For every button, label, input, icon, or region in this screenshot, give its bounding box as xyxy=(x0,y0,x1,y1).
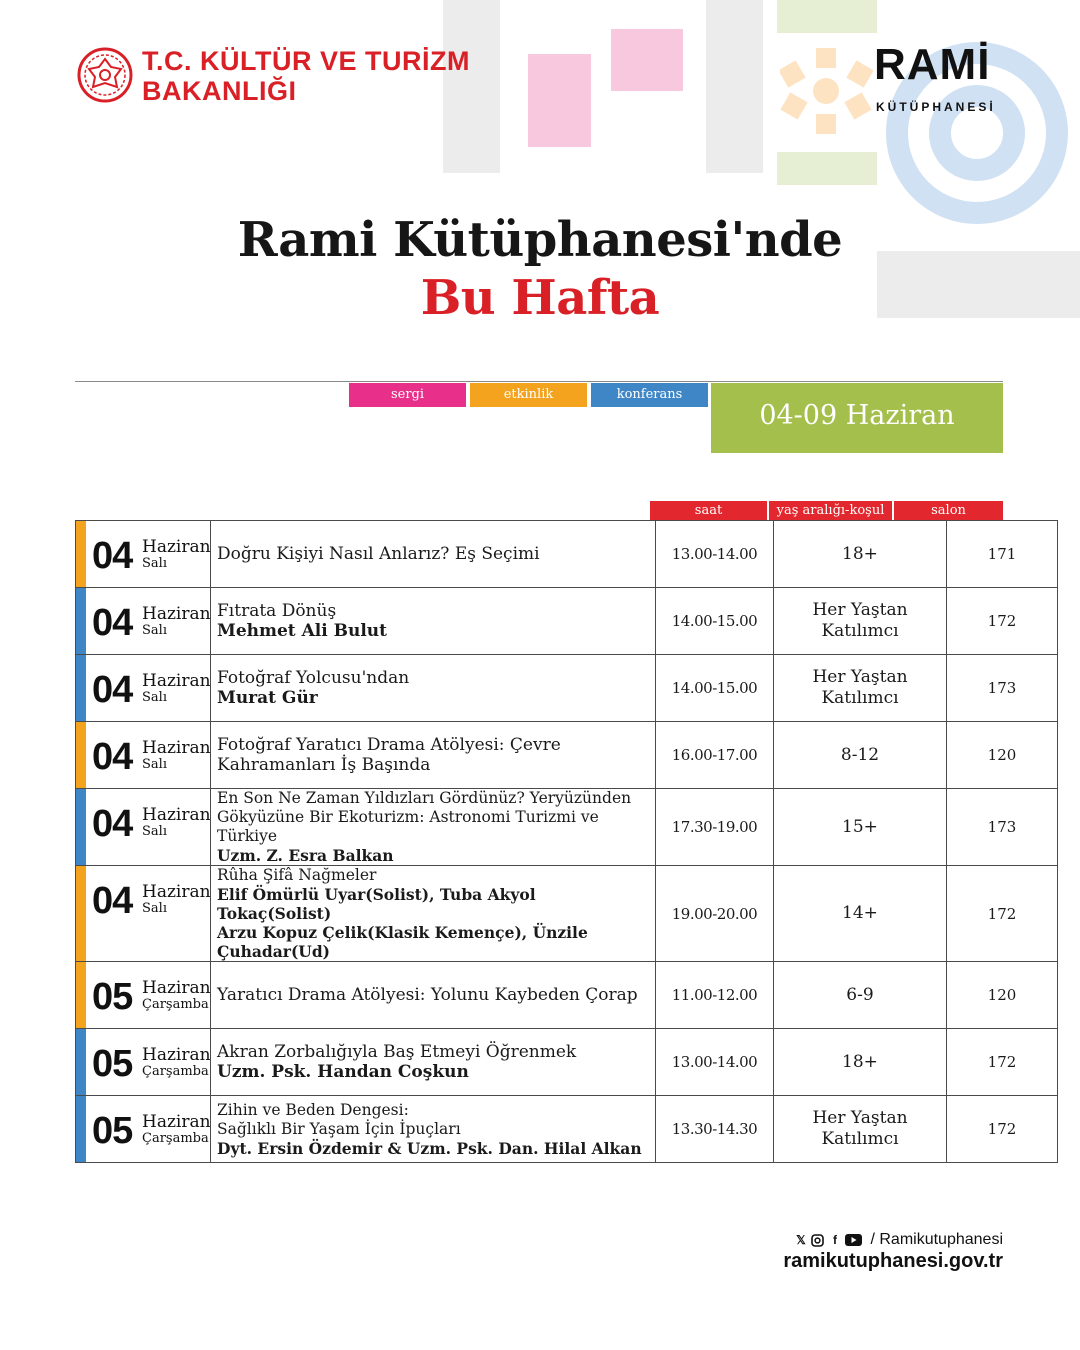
event-date xyxy=(76,1029,211,1096)
social-links xyxy=(794,1231,1003,1249)
column-header-salon: salon xyxy=(894,501,1003,520)
event-day: 04 xyxy=(92,535,133,577)
event-time: 13.00-14.00 xyxy=(656,1029,774,1096)
event-title xyxy=(211,789,656,866)
table-row xyxy=(76,1096,1058,1163)
event-speaker: Elif Ömürlü Uyar(Solist), Tuba Akyol Tokaç(Solist) xyxy=(217,885,536,923)
event-speaker: Arzu Kopuz Çelik(Klasik Kemençe), Ünzile Çuhadar(Ud) xyxy=(217,923,588,961)
event-salon: 173 xyxy=(947,789,1058,866)
event-month: Haziran xyxy=(142,882,211,902)
event-salon: 172 xyxy=(947,866,1058,962)
event-time: 14.00-15.00 xyxy=(656,588,774,655)
decor-gray-column-2 xyxy=(706,0,763,173)
event-weekday: Salı xyxy=(142,690,167,705)
event-month: Haziran xyxy=(142,537,211,557)
ministry-emblem-icon xyxy=(77,47,133,103)
event-day: 04 xyxy=(92,880,133,922)
event-age: 6-9 xyxy=(774,962,947,1029)
category-bar xyxy=(76,722,86,788)
event-weekday: Çarşamba xyxy=(142,1064,209,1079)
event-title-line: Fıtrata Dönüş xyxy=(217,601,337,621)
event-age: Her Yaştan Katılımcı xyxy=(774,1096,947,1163)
event-time: 17.30-19.00 xyxy=(656,789,774,866)
event-month: Haziran xyxy=(142,978,211,998)
event-time: 13.00-14.00 xyxy=(656,521,774,588)
event-title-line: En Son Ne Zaman Yıldızları Gördünüz? Yeryüzünden xyxy=(217,789,632,807)
event-title-line: Fotoğraf Yolcusu'ndan xyxy=(217,668,410,688)
ministry-name-line1: T.C. KÜLTÜR VE TURİZM xyxy=(142,46,470,76)
event-title xyxy=(211,866,656,962)
event-date xyxy=(76,962,211,1029)
event-age: Her Yaştan Katılımcı xyxy=(774,655,947,722)
event-month: Haziran xyxy=(142,604,211,624)
event-month: Haziran xyxy=(142,1112,211,1132)
decor-green-block-1 xyxy=(777,0,877,33)
event-month: Haziran xyxy=(142,805,211,825)
event-salon: 172 xyxy=(947,1029,1058,1096)
event-salon: 172 xyxy=(947,588,1058,655)
event-title xyxy=(211,1096,656,1163)
column-header-age: yaş aralığı-koşul xyxy=(769,501,892,520)
event-time: 13.30-14.30 xyxy=(656,1096,774,1163)
event-speaker: Dyt. Ersin Özdemir & Uzm. Psk. Dan. Hilal Alkan xyxy=(217,1138,642,1158)
event-day: 04 xyxy=(92,602,133,644)
event-date xyxy=(76,789,211,866)
category-bar xyxy=(76,1096,86,1162)
facebook-icon[interactable]: f xyxy=(832,1232,837,1247)
decor-sun-shape xyxy=(780,48,875,138)
library-logo-sub: KÜTÜPHANESİ xyxy=(876,100,996,114)
event-weekday: Çarşamba xyxy=(142,997,209,1012)
event-weekday: Çarşamba xyxy=(142,1131,209,1146)
event-title xyxy=(211,722,656,789)
divider-line xyxy=(75,381,1003,382)
decor-pink-block-2 xyxy=(611,29,683,91)
event-weekday: Salı xyxy=(142,623,167,638)
ministry-name xyxy=(142,46,470,106)
table-row xyxy=(76,722,1058,789)
event-time: 16.00-17.00 xyxy=(656,722,774,789)
date-range-badge: 04-09 Haziran xyxy=(711,383,1003,453)
category-bar xyxy=(76,789,86,865)
event-month: Haziran xyxy=(142,738,211,758)
event-day: 05 xyxy=(92,976,133,1018)
event-speaker: Murat Gür xyxy=(217,688,318,708)
event-title-line: Kahramanları İş Başında xyxy=(217,755,431,775)
event-speaker: Uzm. Psk. Handan Coşkun xyxy=(217,1062,469,1082)
event-speaker: Uzm. Z. Esra Balkan xyxy=(217,846,394,865)
event-title xyxy=(211,962,656,1029)
event-title-line: Zihin ve Beden Dengesi: xyxy=(217,1100,409,1119)
library-logo-word: RAMİ xyxy=(874,40,991,89)
event-time: 14.00-15.00 xyxy=(656,655,774,722)
event-age: 15+ xyxy=(774,789,947,866)
event-day: 04 xyxy=(92,736,133,778)
youtube-icon[interactable] xyxy=(845,1234,862,1247)
event-date xyxy=(76,722,211,789)
event-age: 18+ xyxy=(774,1029,947,1096)
table-row xyxy=(76,962,1058,1029)
website-link[interactable]: ramikutuphanesi.gov.tr xyxy=(783,1250,1003,1272)
decor-green-block-2 xyxy=(777,152,877,185)
instagram-icon[interactable] xyxy=(811,1234,824,1247)
table-row xyxy=(76,521,1058,588)
page-title: Rami Kütüphanesi'nde xyxy=(237,212,843,268)
event-month: Haziran xyxy=(142,1045,211,1065)
event-day: 04 xyxy=(92,669,133,711)
event-title-line: Doğru Kişiyi Nasıl Anlarız? Eş Seçimi xyxy=(217,544,540,564)
table-row xyxy=(76,588,1058,655)
event-title xyxy=(211,521,656,588)
event-month: Haziran xyxy=(142,671,211,691)
event-weekday: Salı xyxy=(142,556,167,571)
table-row xyxy=(76,866,1058,962)
legend-sergi: sergi xyxy=(349,383,466,407)
category-bar xyxy=(76,588,86,654)
column-header-time: saat xyxy=(650,501,767,520)
event-day: 05 xyxy=(92,1043,133,1085)
event-weekday: Salı xyxy=(142,757,167,772)
event-time: 11.00-12.00 xyxy=(656,962,774,1029)
event-age: 14+ xyxy=(774,866,947,962)
event-date xyxy=(76,866,211,962)
event-weekday: Salı xyxy=(142,901,167,916)
social-handle: / Ramikutuphanesi xyxy=(870,1231,1003,1248)
legend-etkinlik: etkinlik xyxy=(470,383,587,407)
event-salon: 120 xyxy=(947,962,1058,1029)
event-weekday: Salı xyxy=(142,824,167,839)
event-salon: 172 xyxy=(947,1096,1058,1163)
event-title-line: Akran Zorbalığıyla Baş Etmeyi Öğrenmek xyxy=(217,1042,577,1062)
ministry-name-line2: BAKANLIĞI xyxy=(142,76,297,106)
table-row xyxy=(76,789,1058,866)
category-bar xyxy=(76,521,86,587)
category-bar xyxy=(76,1029,86,1095)
event-date xyxy=(76,655,211,722)
event-title-line: Yaratıcı Drama Atölyesi: Yolunu Kaybeden Çorap xyxy=(217,985,638,1005)
event-date xyxy=(76,521,211,588)
event-time: 19.00-20.00 xyxy=(656,866,774,962)
category-bar xyxy=(76,962,86,1028)
event-salon: 171 xyxy=(947,521,1058,588)
page-subtitle: Bu Hafta xyxy=(420,270,660,326)
decor-pink-block-1 xyxy=(528,54,591,147)
event-title-line: Gökyüzüne Bir Ekoturizm: Astronomi Turizmi ve Türkiye xyxy=(217,808,599,845)
event-salon: 120 xyxy=(947,722,1058,789)
category-bar xyxy=(76,655,86,721)
event-title-line: Fotoğraf Yaratıcı Drama Atölyesi: Çevre xyxy=(217,735,561,755)
legend-konferans: konferans xyxy=(591,383,708,407)
event-age: 8-12 xyxy=(774,722,947,789)
event-speaker: Mehmet Ali Bulut xyxy=(217,621,387,641)
category-bar xyxy=(76,866,86,961)
event-title-line: Sağlıklı Bir Yaşam İçin İpuçları xyxy=(217,1119,461,1138)
event-title-line: Rûha Şifâ Nağmeler xyxy=(217,866,377,884)
event-age: 18+ xyxy=(774,521,947,588)
event-salon: 173 xyxy=(947,655,1058,722)
table-row xyxy=(76,1029,1058,1096)
event-title xyxy=(211,655,656,722)
schedule-table xyxy=(75,520,1058,1163)
event-age: Her Yaştan Katılımcı xyxy=(774,588,947,655)
table-row xyxy=(76,655,1058,722)
event-date xyxy=(76,1096,211,1163)
x-icon[interactable]: 𝕏 xyxy=(796,1232,806,1247)
event-title xyxy=(211,1029,656,1096)
event-day: 04 xyxy=(92,803,133,845)
event-day: 05 xyxy=(92,1110,133,1152)
event-title xyxy=(211,588,656,655)
event-date xyxy=(76,588,211,655)
